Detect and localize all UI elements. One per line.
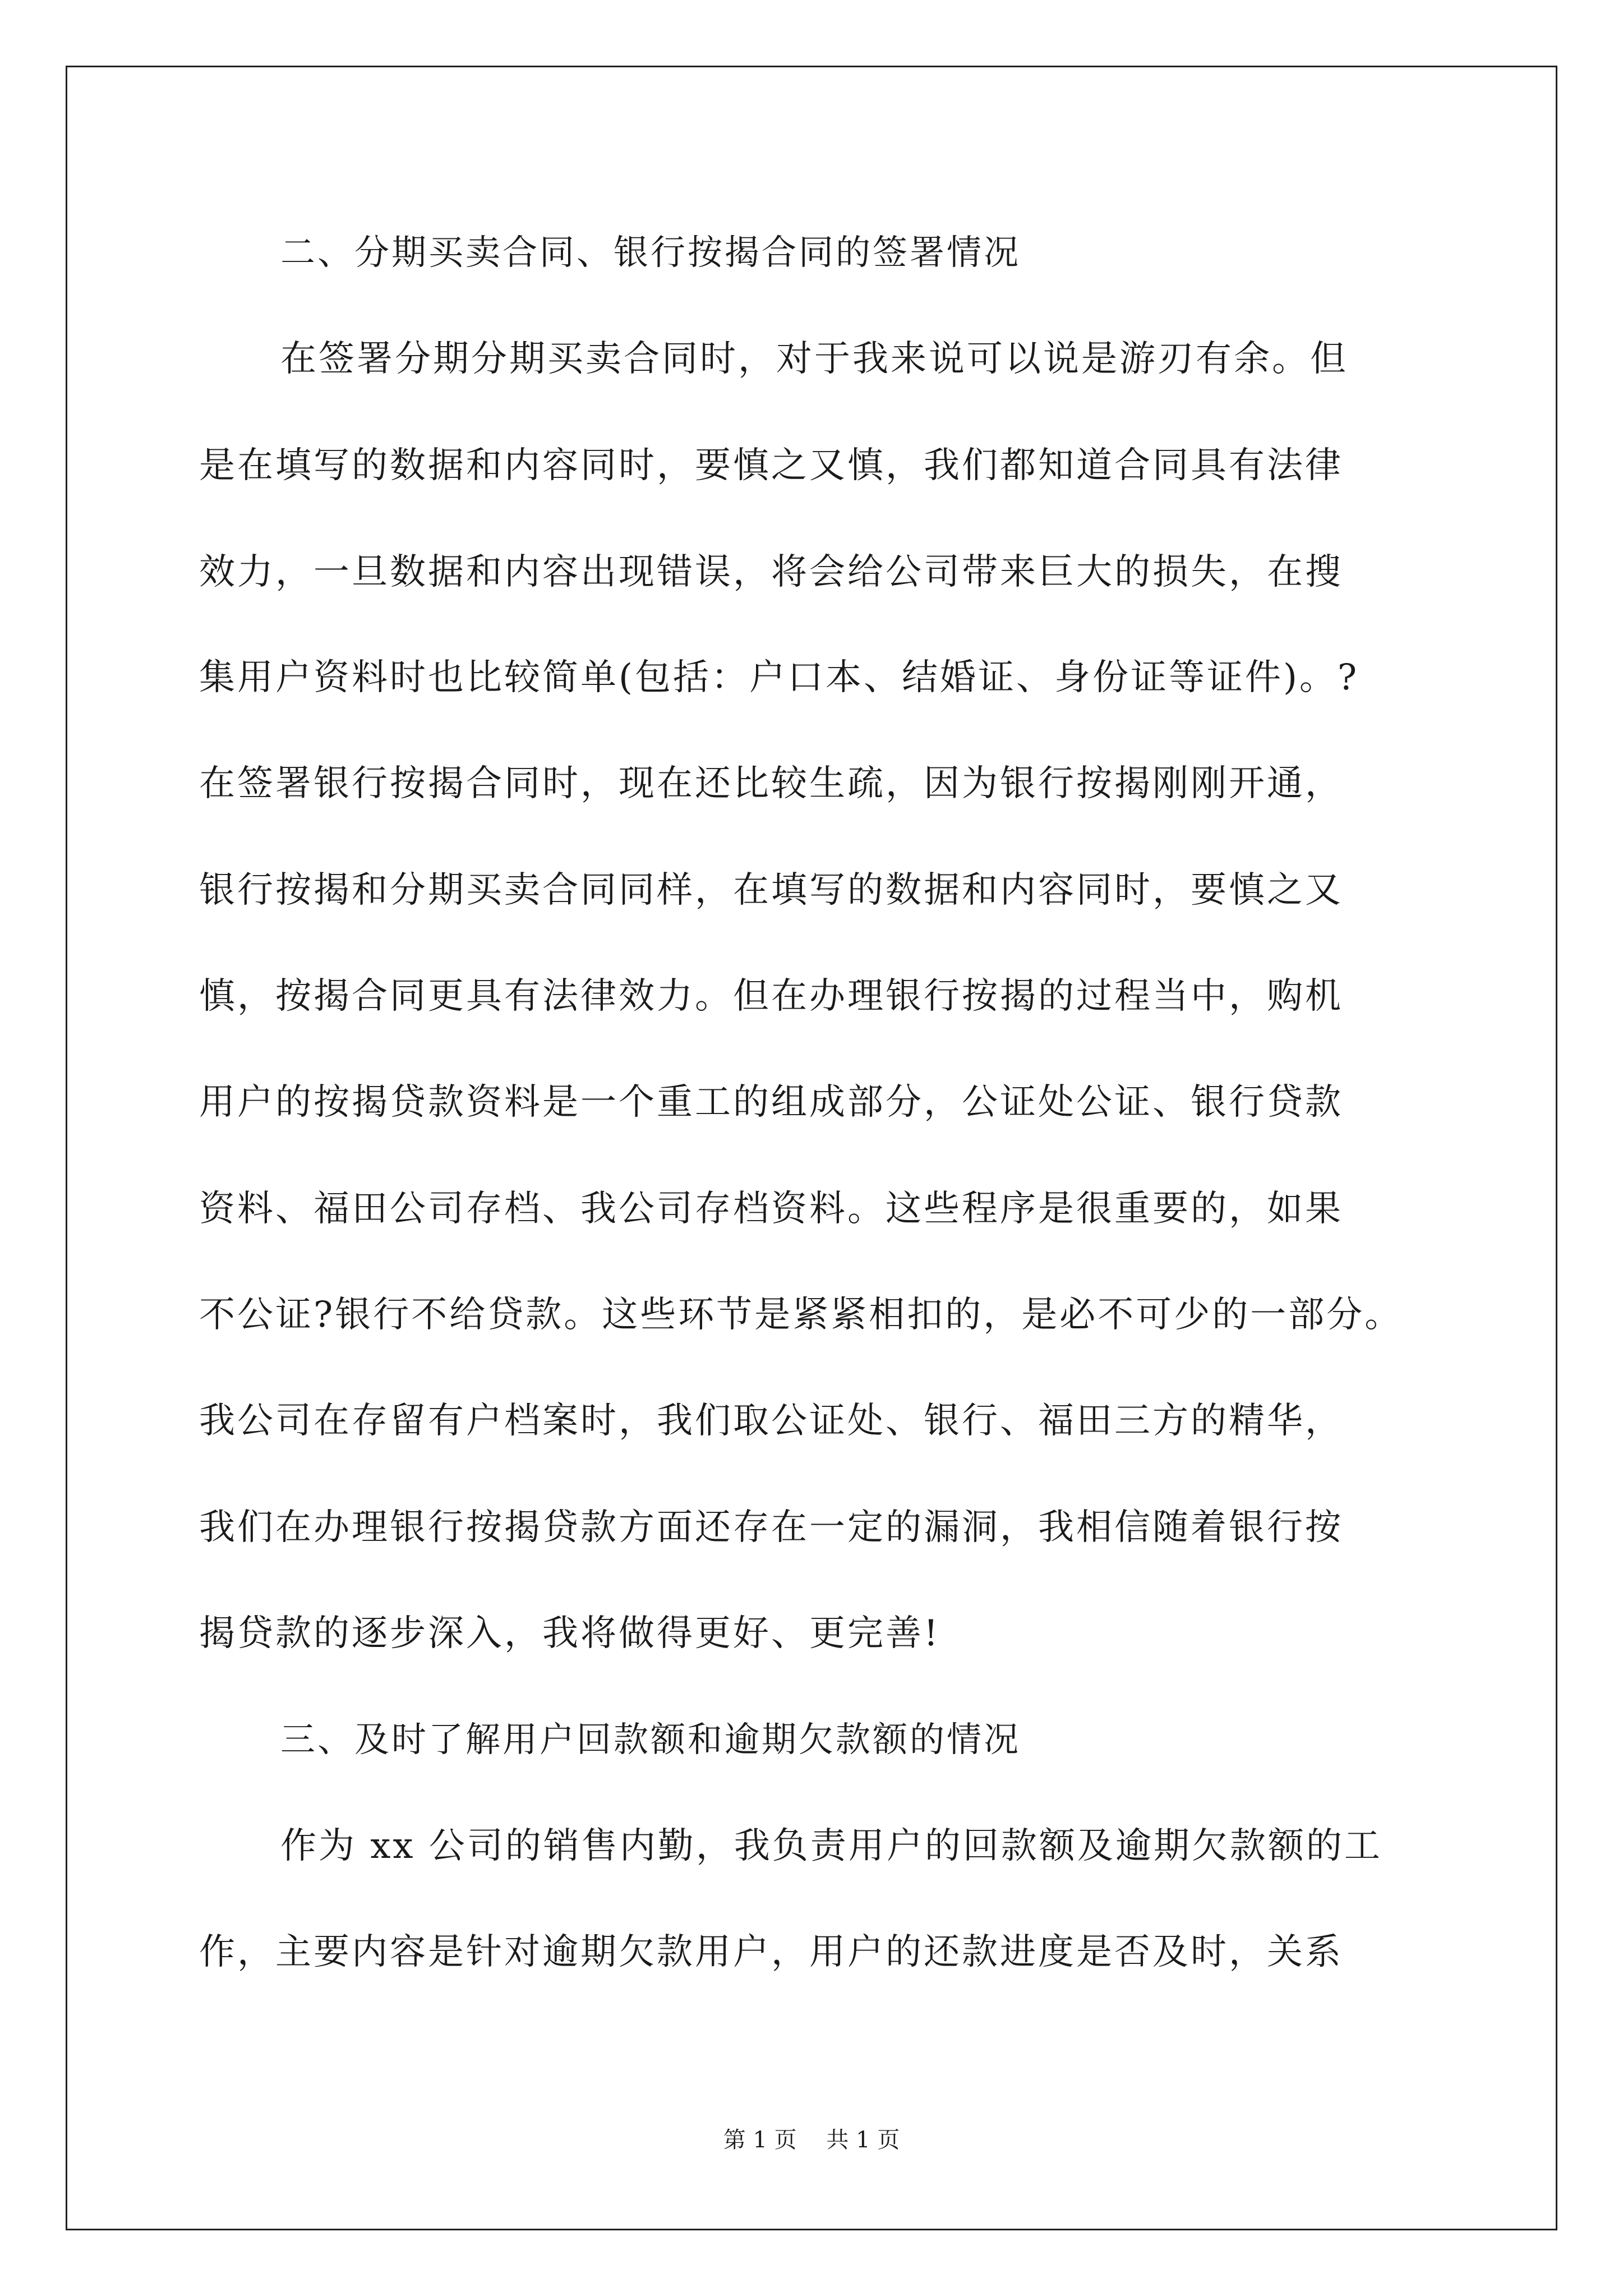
paragraph-line: 是在填写的数据和内容同时，要慎之又慎，我们都知道合同具有法律 bbox=[199, 445, 1343, 486]
page-number: 第 1 页 bbox=[723, 2127, 797, 2153]
page-total: 共 1 页 bbox=[826, 2127, 900, 2153]
section-heading-2: 二、分期买卖合同、银行按揭合同的签署情况 bbox=[280, 232, 1021, 273]
paragraph-line: 效力，一旦数据和内容出现错误，将会给公司带来巨大的损失，在搜 bbox=[199, 551, 1343, 593]
paragraph-line: 作，主要内容是针对逾期欠款用户，用户的还款进度是否及时，关系 bbox=[199, 1931, 1343, 1973]
paragraph-line: 用户的按揭贷款资料是一个重工的组成部分，公证处公证、银行贷款 bbox=[199, 1082, 1343, 1123]
paragraph-line: 我公司在存留有户档案时，我们取公证处、银行、福田三方的精华， bbox=[199, 1400, 1343, 1442]
page-border bbox=[66, 66, 1557, 2230]
paragraph-line: 慎，按揭合同更具有法律效力。但在办理银行按揭的过程当中，购机 bbox=[199, 976, 1343, 1017]
paragraph-line: 在签署银行按揭合同时，现在还比较生疏，因为银行按揭刚刚开通， bbox=[199, 763, 1343, 804]
paragraph-line: 银行按揭和分期买卖合同同样，在填写的数据和内容同时，要慎之又 bbox=[199, 869, 1343, 911]
paragraph-line: 资料、福田公司存档、我公司存档资料。这些程序是很重要的，如果 bbox=[199, 1188, 1343, 1230]
paragraph-line: 作为 xx 公司的销售内勤，我负责用户的回款额及逾期欠款额的工 bbox=[280, 1825, 1382, 1867]
paragraph-line: 集用户资料时也比较简单(包括：户口本、结婚证、身份证等证件)。? bbox=[199, 657, 1359, 698]
paragraph-line: 在签署分期分期买卖合同时，对于我来说可以说是游刃有余。但 bbox=[280, 338, 1348, 380]
paragraph-line: 揭贷款的逐步深入，我将做得更好、更完善! bbox=[199, 1613, 940, 1654]
paragraph-line: 我们在办理银行按揭贷款方面还存在一定的漏洞，我相信随着银行按 bbox=[199, 1507, 1343, 1548]
page-footer bbox=[0, 2126, 1623, 2154]
paragraph-line: 不公证?银行不给贷款。这些环节是紧紧相扣的，是必不可少的一部分。 bbox=[199, 1294, 1403, 1336]
section-heading-3: 三、及时了解用户回款额和逾期欠款额的情况 bbox=[280, 1719, 1021, 1760]
